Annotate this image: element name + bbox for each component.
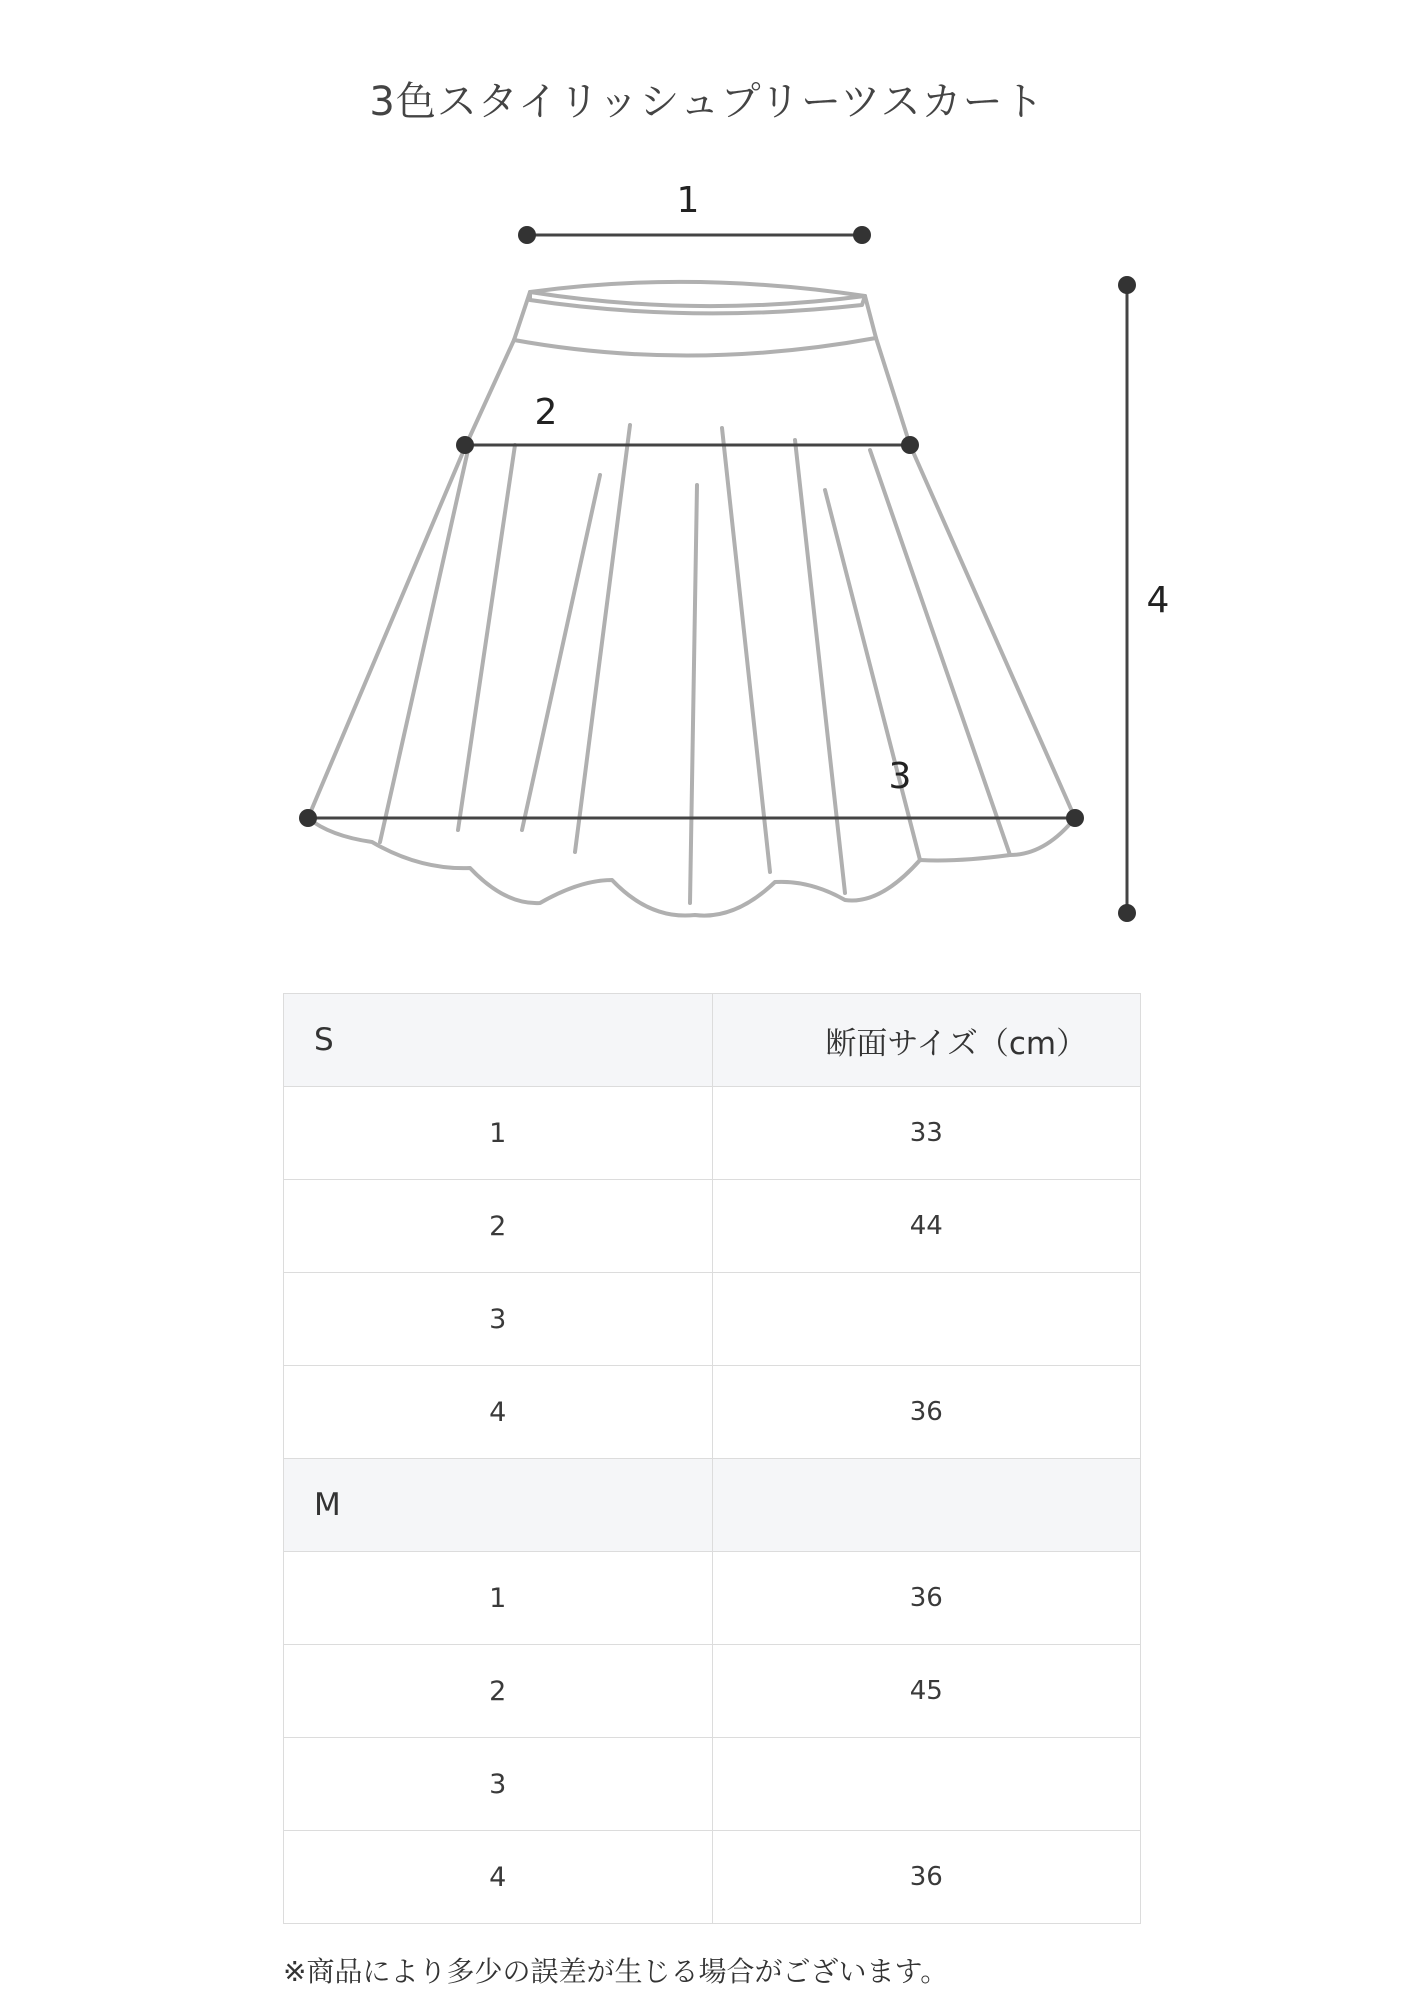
table-row — [284, 1645, 1141, 1738]
measure-index: 3 — [284, 1738, 713, 1831]
measure-value: 36 — [712, 1366, 1141, 1459]
column-header: 断面サイズ（cm） — [712, 994, 1141, 1087]
measure-value: 45 — [712, 1645, 1141, 1738]
page-title: 3色スタイリッシュプリーツスカート — [369, 79, 1045, 125]
pleat-line — [522, 475, 600, 830]
disclaimer-note: ※商品により多少の誤差が生じる場合がございます。 — [283, 1955, 949, 1988]
pleat-line — [825, 490, 920, 860]
label-length: 4 — [1146, 580, 1170, 621]
label-hem: 3 — [888, 756, 912, 797]
measure-value: 36 — [712, 1552, 1141, 1645]
measure-lines — [299, 226, 1136, 922]
table-row — [284, 1738, 1141, 1831]
measure-index: 4 — [284, 1831, 713, 1924]
measure-index: 3 — [284, 1273, 713, 1366]
waistband-side-left — [514, 292, 530, 340]
label-hip: 2 — [534, 392, 558, 433]
measure-value: 44 — [712, 1180, 1141, 1273]
size-section-s — [284, 994, 1141, 1087]
label-waist: 1 — [676, 180, 700, 221]
waistband-bottom — [514, 338, 876, 356]
measure-index: 1 — [284, 1552, 713, 1645]
skirt-diagram — [0, 0, 1414, 960]
size-section-m — [284, 1459, 1141, 1552]
measure-index: 4 — [284, 1366, 713, 1459]
measure-value: 33 — [712, 1087, 1141, 1180]
measure-index: 1 — [284, 1087, 713, 1180]
pleat-line — [575, 425, 630, 852]
waistband-top-front — [530, 292, 865, 306]
table-row — [284, 1366, 1141, 1459]
table-row — [284, 1831, 1141, 1924]
measure-index: 2 — [284, 1180, 713, 1273]
skirt-outline — [308, 282, 1075, 916]
waistband-side-right — [865, 296, 876, 338]
pleat-line — [380, 450, 468, 842]
size-label: M — [284, 1459, 713, 1552]
pleat-line — [690, 485, 697, 903]
column-header — [712, 1459, 1141, 1552]
table-row — [284, 1180, 1141, 1273]
table-row — [284, 1087, 1141, 1180]
skirt-side-left — [308, 340, 514, 818]
size-label: S — [284, 994, 713, 1087]
pleat-line — [458, 445, 515, 830]
measure-value: 36 — [712, 1831, 1141, 1924]
pleat-line — [795, 440, 845, 893]
table-row — [284, 1552, 1141, 1645]
skirt-side-right — [876, 338, 1075, 818]
table-row — [284, 1273, 1141, 1366]
pleat-line — [722, 428, 770, 872]
measure-index: 2 — [284, 1645, 713, 1738]
measure-value — [712, 1273, 1141, 1366]
measure-value — [712, 1738, 1141, 1831]
size-table — [283, 993, 1141, 1924]
